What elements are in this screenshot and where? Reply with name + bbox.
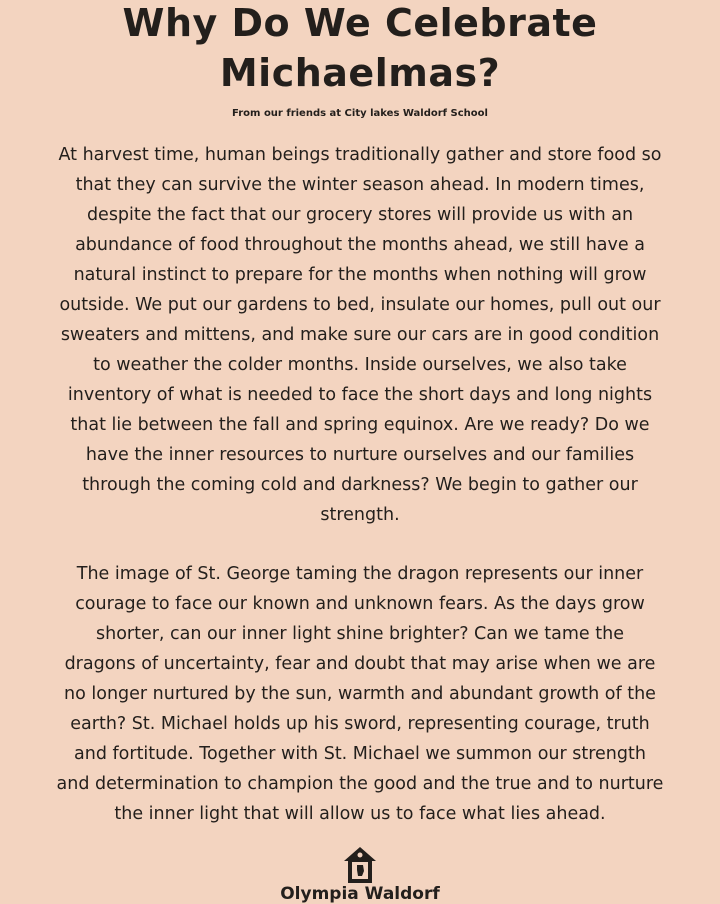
text-line: inventory of what is needed to face the short days and long nights xyxy=(67,385,653,405)
text-line: and determination to champion the good and the true and to nurture xyxy=(56,774,664,794)
text-line: to weather the colder months. Inside ourselves, we also take xyxy=(93,355,627,375)
text-line: outside. We put our gardens to bed, insulate our homes, pull out our xyxy=(59,295,661,315)
text-line: that they can survive the winter season ahead. In modern times, xyxy=(75,175,645,195)
text-line: abundance of food throughout the months ahead, we still have a xyxy=(75,235,645,255)
text-line: the inner light that will allow us to face what lies ahead. xyxy=(114,804,606,824)
text-line: and fortitude. Together with St. Michael we summon our strength xyxy=(74,744,646,764)
text-line: earth? St. Michael holds up his sword, representing courage, truth xyxy=(70,714,650,734)
footer-logo-text: Olympia Waldorf xyxy=(280,884,440,904)
text-line: despite the fact that our grocery stores will provide us with an xyxy=(86,205,634,225)
text-line: have the inner resources to nurture ourselves and our families xyxy=(85,445,635,465)
subtitle: From our friends at City lakes Waldorf School xyxy=(232,108,488,119)
title-line-1: Why Do We Celebrate xyxy=(122,1,598,45)
text-line: sweaters and mittens, and make sure our cars are in good condition xyxy=(60,325,660,345)
school-house-logo-icon xyxy=(342,845,378,885)
paragraph-harvest xyxy=(0,140,720,530)
text-line: natural instinct to prepare for the months when nothing will grow xyxy=(73,265,647,285)
text-line: At harvest time, human beings traditionally gather and store food so xyxy=(58,145,662,165)
text-line: dragons of uncertainty, fear and doubt that may arise when we are xyxy=(64,654,656,674)
text-line: shorter, can our inner light shine brighter? Can we tame the xyxy=(96,624,624,644)
paragraph-st-george xyxy=(0,559,720,829)
text-line: strength. xyxy=(320,505,400,525)
text-line: through the coming cold and darkness? We begin to gather our xyxy=(82,475,638,495)
text-line: The image of St. George taming the dragon represents our inner xyxy=(76,564,644,584)
title-line-2: Michaelmas? xyxy=(219,51,501,95)
page-title xyxy=(0,0,720,98)
text-line: that lie between the fall and spring equinox. Are we ready? Do we xyxy=(70,415,650,435)
text-line: courage to face our known and unknown fears. As the days grow xyxy=(75,594,645,614)
text-line: no longer nurtured by the sun, warmth and abundant growth of the xyxy=(64,684,656,704)
